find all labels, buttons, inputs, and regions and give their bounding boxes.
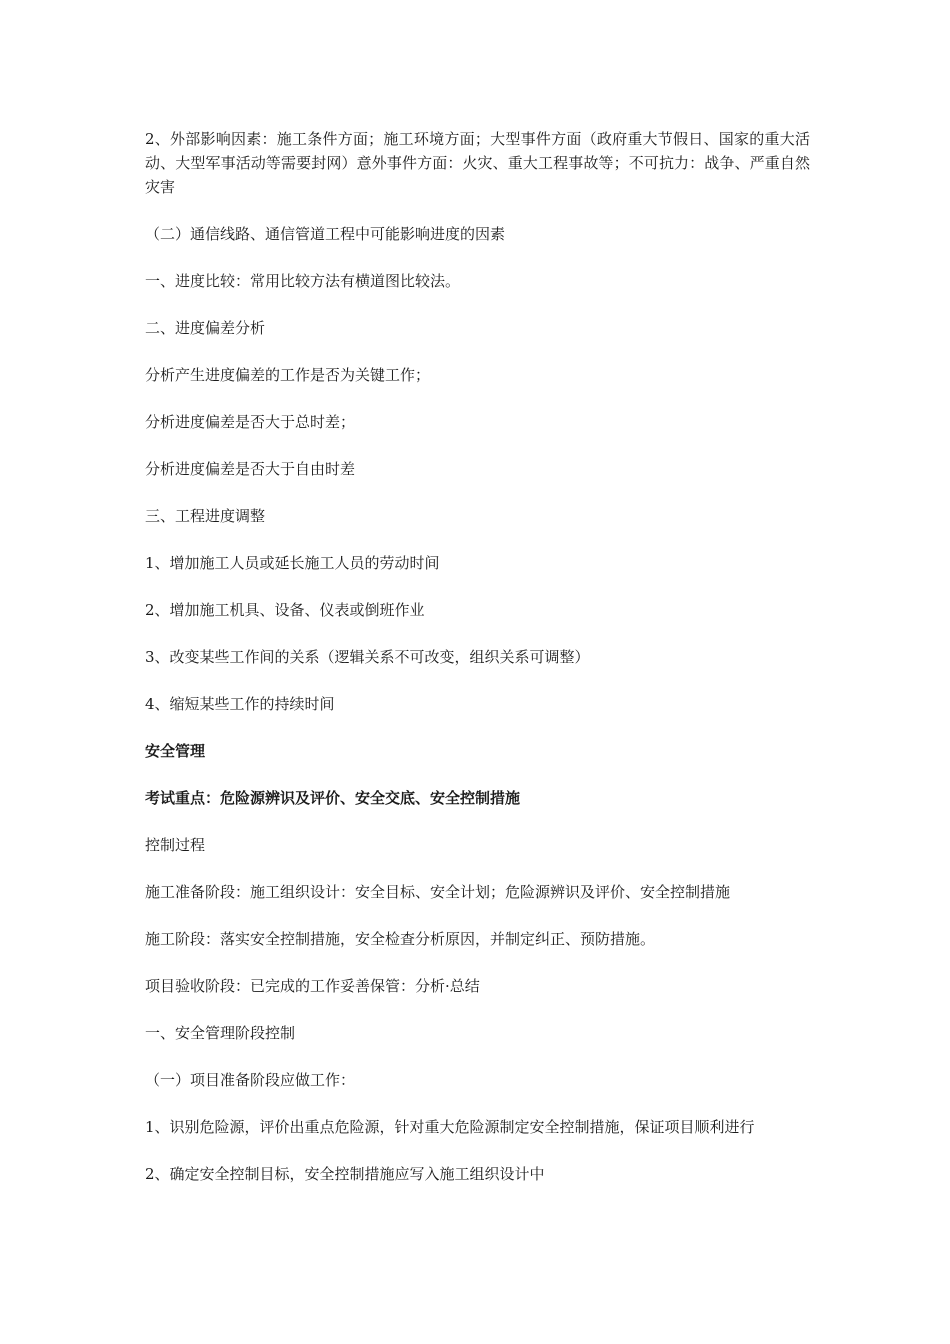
- paragraph-adjust-3: 3、改变某些工作间的关系（逻辑关系不可改变，组织关系可调整）: [145, 648, 590, 666]
- paragraph-external-factors: 2、外部影响因素：施工条件方面；施工环境方面；大型事件方面（政府重大节假日、国家的重大活动、大型军事活动等需要封网）意外事件方面：火灾、重大工程事故等；不可抗力：战争、严重自然灾害: [145, 130, 810, 196]
- paragraph-schedule-adjustment: 三、工程进度调整: [145, 507, 266, 525]
- paragraph-control-process: 控制过程: [145, 836, 206, 854]
- heading-exam-focus: 考试重点：危险源辨识及评价、安全交底、安全控制措施: [145, 789, 521, 807]
- document-page: [145, 127, 810, 1209]
- paragraph-key-work: 分析产生进度偏差的工作是否为关键工作；: [145, 366, 431, 384]
- paragraph-deviation-analysis: 二、进度偏差分析: [145, 319, 266, 337]
- paragraph-prep-work: （一）项目准备阶段应做工作：: [145, 1071, 356, 1089]
- paragraph-progress-comparison: 一、进度比较：常用比较方法有横道图比较法。: [145, 272, 461, 290]
- paragraph-adjust-1: 1、增加施工人员或延长施工人员的劳动时间: [145, 554, 440, 572]
- paragraph-adjust-4: 4、缩短某些工作的持续时间: [145, 695, 335, 713]
- paragraph-prep-work-1: 1、识别危险源，评价出重点危险源，针对重大危险源制定安全控制措施，保证项目顺利进行: [145, 1118, 755, 1136]
- paragraph-prep-work-2: 2、确定安全控制目标，安全控制措施应写入施工组织设计中: [145, 1165, 545, 1183]
- paragraph-line-pipeline-factors: （二）通信线路、通信管道工程中可能影响进度的因素: [145, 225, 506, 243]
- paragraph-stage-control: 一、安全管理阶段控制: [145, 1024, 296, 1042]
- paragraph-free-float: 分析进度偏差是否大于自由时差: [145, 460, 356, 478]
- paragraph-acceptance-stage: 项目验收阶段：已完成的工作妥善保管：分析·总结: [145, 977, 480, 995]
- paragraph-total-float: 分析进度偏差是否大于总时差；: [145, 413, 356, 431]
- heading-safety-management: 安全管理: [145, 742, 206, 760]
- paragraph-adjust-2: 2、增加施工机具、设备、仪表或倒班作业: [145, 601, 425, 619]
- paragraph-prep-stage: 施工准备阶段：施工组织设计：安全目标、安全计划；危险源辨识及评价、安全控制措施: [145, 883, 731, 901]
- paragraph-construction-stage: 施工阶段：落实安全控制措施，安全检查分析原因，并制定纠正、预防措施。: [145, 930, 656, 948]
